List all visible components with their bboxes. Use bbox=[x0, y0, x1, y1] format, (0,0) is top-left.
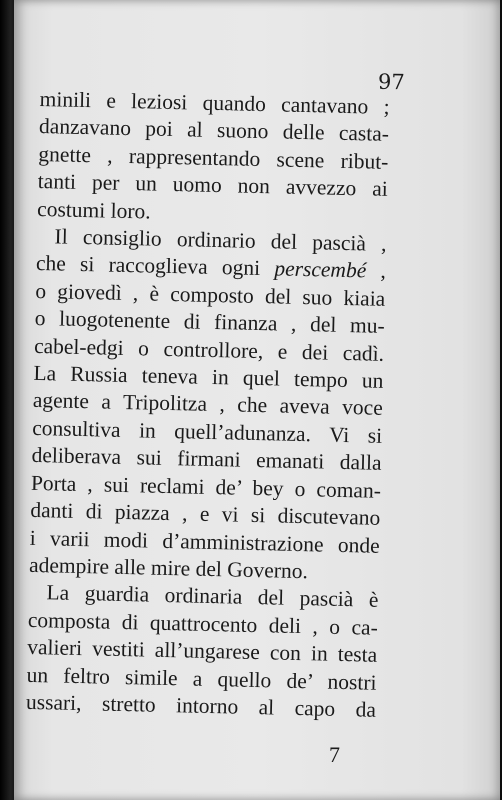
text-line: un feltro simile a quello de’ nostri bbox=[26, 662, 377, 695]
text-line: Porta , sui reclami de’ bey o coman- bbox=[30, 470, 382, 503]
text-line: Il consiglio ordinario del pascià , bbox=[54, 224, 387, 256]
text-line: cabel-edgi o controllore, e dei cadì. bbox=[33, 333, 385, 366]
text-line: deliberava sui firmani emanati dalla bbox=[31, 443, 382, 476]
text-line: ussari, stretto intorno al capo da bbox=[25, 689, 377, 722]
italic-word: perscembé bbox=[274, 256, 367, 283]
signature-mark: 7 bbox=[329, 742, 340, 767]
text-line: adempire alle mire del Governo. bbox=[28, 552, 309, 584]
text-line: o luogotenente di finanza , del mu- bbox=[34, 306, 385, 339]
text-line: i varii modi d’amministrazione onde bbox=[29, 525, 380, 558]
text-line: La guardia ordinaria del pascià è bbox=[46, 580, 379, 613]
text-line: agente a Tripolitza , che aveva voce bbox=[32, 388, 384, 421]
text-line: tanti per un uomo non avvezzo ai bbox=[37, 169, 389, 202]
text-line: valieri vestiti all’ungarese con in testa bbox=[26, 634, 378, 667]
text-segment: , bbox=[365, 258, 387, 284]
text-line: minili e leziosi quando cantavano ; bbox=[39, 86, 390, 119]
text-line: gnette , rappresentando scene ribut- bbox=[38, 141, 389, 174]
text-segment: che si raccoglieva ogni bbox=[35, 251, 275, 281]
page-body-text bbox=[26, 86, 390, 724]
text-line: consultiva in quell’adunanza. Vi si bbox=[31, 415, 383, 448]
text-line: composta di quattrocento deli , o ca- bbox=[27, 607, 379, 640]
text-line: costumi loro. bbox=[36, 196, 151, 224]
page-number: 97 bbox=[377, 69, 405, 95]
text-line: danzavano poi al suono delle casta- bbox=[38, 114, 390, 147]
text-line: o giovedì , è composto del suo kiaia bbox=[35, 278, 386, 311]
book-page bbox=[14, 0, 500, 800]
text-line: La Russia teneva in quel tempo un bbox=[33, 360, 384, 393]
text-line: danti di piazza , e vi si discutevano bbox=[30, 497, 381, 530]
